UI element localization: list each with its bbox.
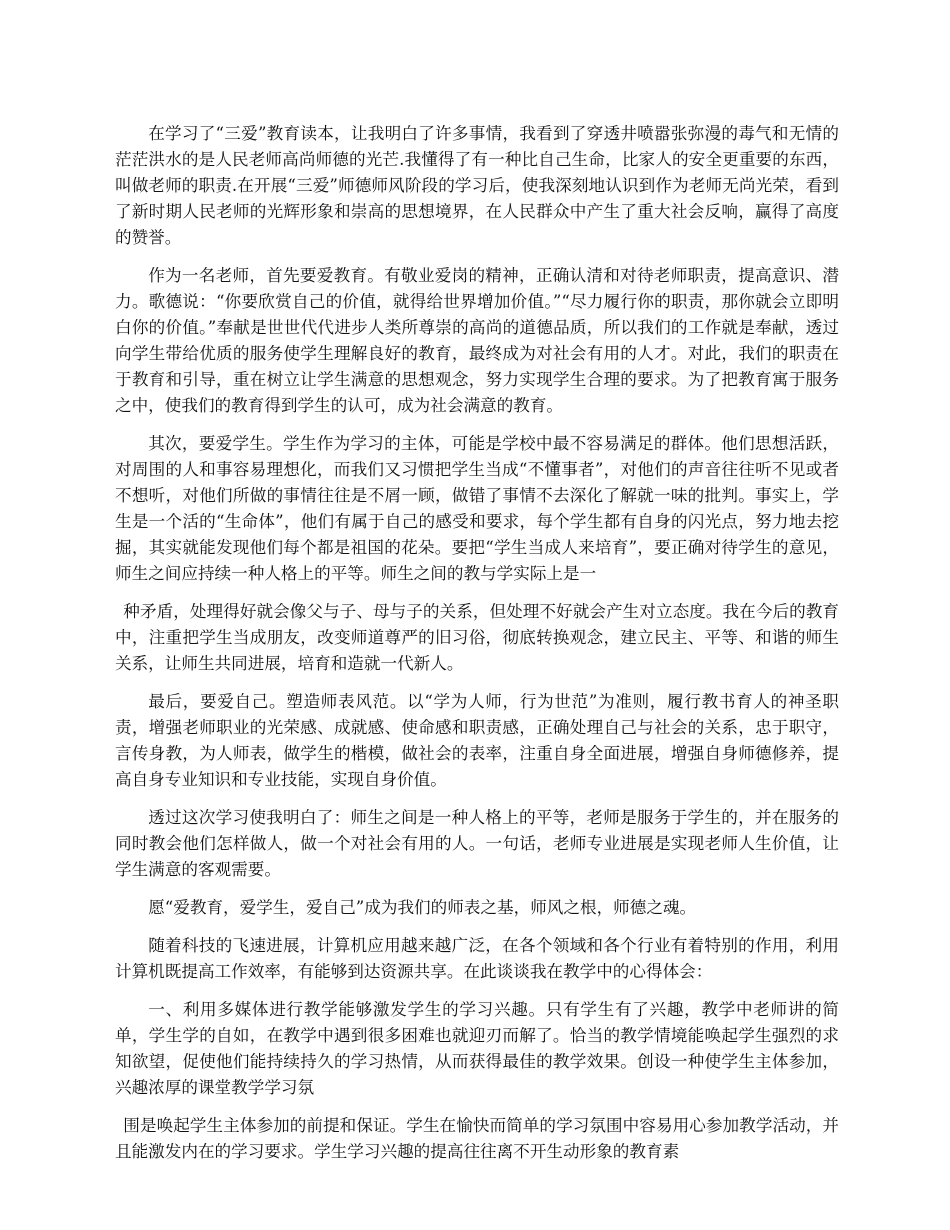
paragraph-8: 随着科技的飞速进展，计算机应用越来越广泛，在各个领域和各个行业有着特别的作用，利用计算机既提高工作效率，有能够到达资源共享。在此谈谈我在教学中的心得体会：: [115, 936, 839, 981]
paragraph-5: 最后，要爱自己。塑造师表风范。以“学为人师，行为世范”为准则，履行教书育人的神圣职责，增强老师职业的光荣感、成就感、使命感和职责感，正确处理自己与社会的关系，忠于职守，言传身教，为人师表，做学生的楷模，做社会的表率，注重自身全面进展，增强自身师德修养，提高自身专业知识和专业技能，实现自身价值。: [115, 692, 839, 789]
paragraph-3: 其次，要爱学生。学生作为学习的主体，可能是学校中最不容易满足的群体。他们思想活跃，对周围的人和事容易理想化，而我们又习惯把学生当成“不懂事者”，对他们的声音往往听不见或者不想听，对他们所做的事情往往是不屑一顾，做错了事情不去深化了解就一味的批判。事实上，学生是一个活的“生命体”，他们有属于自己的感受和要求，每个学生都有自身的闪光点，努力地去挖掘，其实就能发现他们每个都是祖国的花朵。要把“学生当成人来培育”，要正确对待学生的意见，师生之间应持续一种人格上的平等。师生之间的教与学实际上是一: [115, 434, 839, 583]
paragraph-7: 愿“爱教育，爱学生，爱自己”成为我们的师表之基，师风之根，师德之魂。: [148, 898, 697, 917]
paragraph-1: 在学习了“三爱”教育读本，让我明白了许多事情，我看到了穿透井喷嚣张弥漫的毒气和无情的茫茫洪水的是人民老师高尚师德的光芒.我懂得了有一种比自己生命，比家人的安全更重要的东西，叫做老师的职责.在开展“三爱”师德师风阶段的学习后，使我深刻地认识到作为老师无尚光荣，看到了新时期人民老师的光辉形象和崇高的思想境界，在人民群众中产生了重大社会反响，赢得了高度的赞誉。: [115, 124, 839, 247]
document-page: [115, 121, 839, 1177]
paragraph-10: 围是唤起学生主体参加的前提和保证。学生在愉快而简单的学习氛围中容易用心参加教学活动，并且能激发内在的学习要求。学生学习兴趣的提高往往离不开生动形象的教育素: [115, 1116, 839, 1161]
paragraph-6: 透过这次学习使我明白了：师生之间是一种人格上的平等，老师是服务于学生的，并在服务的同时教会他们怎样做人，做一个对社会有用的人。一句话，老师专业进展是实现老师人生价值，让学生满意的客观需要。: [115, 808, 839, 879]
paragraph-9: 一、利用多媒体进行教学能够激发学生的学习兴趣。只有学生有了兴趣，教学中老师讲的简单，学生学的自如，在教学中遇到很多困难也就迎刃而解了。恰当的教学情境能唤起学生强烈的求知欲望，促使他们能持续持久的学习热情，从而获得最佳的教学效果。创设一种使学生主体参加，兴趣浓厚的课堂教学学习氛: [115, 1000, 839, 1097]
paragraph-4: 种矛盾，处理得好就会像父与子、母与子的关系，但处理不好就会产生对立态度。我在今后的教育中，注重把学生当成朋友，改变师道尊严的旧习俗，彻底转换观念，建立民主、平等、和谐的师生关系，让师生共同进展，培育和造就一代新人。: [115, 602, 839, 673]
paragraph-2: 作为一名老师，首先要爱教育。有敬业爱岗的精神，正确认清和对待老师职责，提高意识、潜力。歌德说：“你要欣赏自己的价值，就得给世界增加价值。”“尽力履行你的职责，那你就会立即明白你的价值。”奉献是世世代代进步人类所尊崇的高尚的道德品质，所以我们的工作就是奉献，透过向学生带给优质的服务使学生理解良好的教育，最终成为对社会有用的人才。对此，我们的职责在于教育和引导，重在树立让学生满意的思想观念，努力实现学生合理的要求。为了把教育寓于服务之中，使我们的教育得到学生的认可，成为社会满意的教育。: [115, 266, 839, 415]
